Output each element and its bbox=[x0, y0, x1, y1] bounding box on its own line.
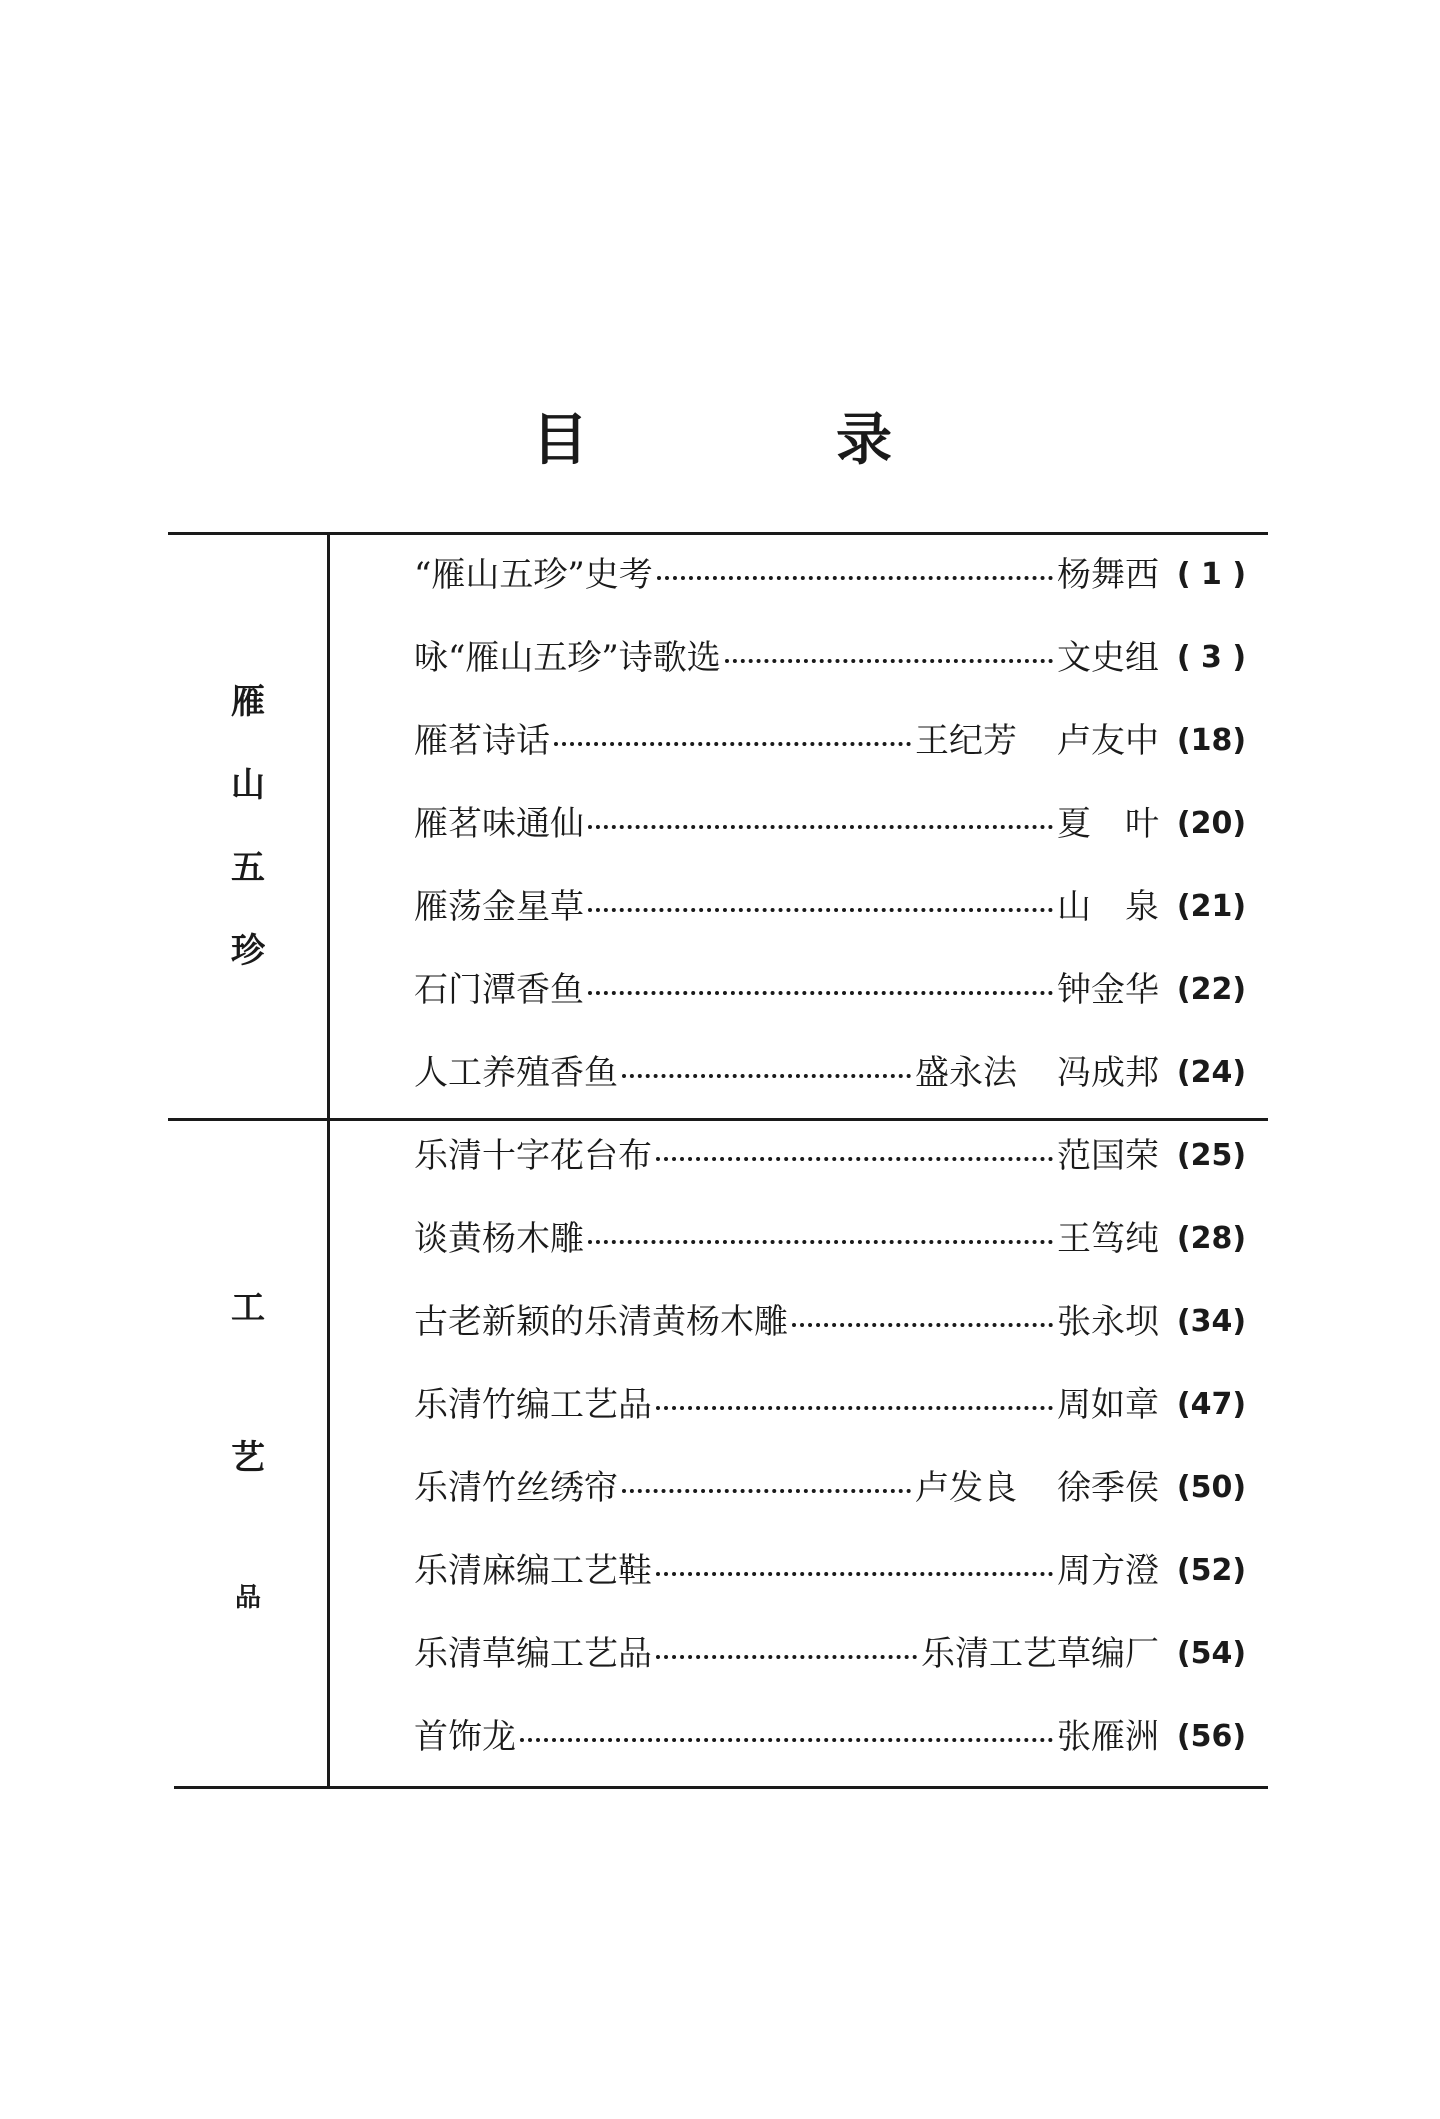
bottom-rule bbox=[174, 1786, 1268, 1789]
entry-page: ( 1 ) bbox=[1176, 557, 1247, 592]
leader-dots bbox=[622, 1074, 911, 1078]
entry-author: 盛永法 bbox=[915, 1053, 1017, 1093]
entry-author: 范国荣 bbox=[1057, 1136, 1159, 1176]
toc-entry[interactable] bbox=[414, 711, 1264, 771]
entry-title: 首饰龙 bbox=[414, 1717, 516, 1757]
column-divider bbox=[327, 535, 330, 1787]
entry-page: (21) bbox=[1176, 889, 1247, 924]
entry-title: “雁山五珍”史考 bbox=[414, 555, 653, 595]
leader-dots bbox=[656, 1157, 1053, 1161]
entry-page: (24) bbox=[1176, 1055, 1247, 1090]
entry-page: (47) bbox=[1176, 1387, 1247, 1422]
entry-page: (54) bbox=[1176, 1636, 1247, 1671]
entry-author: 杨舞西 bbox=[1057, 555, 1159, 595]
toc-entry[interactable] bbox=[414, 1126, 1264, 1186]
toc-entry[interactable] bbox=[414, 1292, 1264, 1352]
entry-title: 石门潭香鱼 bbox=[414, 970, 584, 1010]
leader-dots bbox=[657, 576, 1053, 580]
entry-title: 乐清草编工艺品 bbox=[414, 1634, 652, 1674]
toc-entry[interactable] bbox=[414, 1458, 1264, 1518]
entry-title: 乐清麻编工艺鞋 bbox=[414, 1551, 652, 1591]
entry-author: 王纪芳 bbox=[915, 721, 1017, 761]
section-label-char: 珍 bbox=[231, 931, 265, 971]
leader-dots bbox=[588, 825, 1053, 829]
entry-author: 文史组 bbox=[1057, 638, 1159, 678]
leader-dots bbox=[656, 1406, 1053, 1410]
toc-entry[interactable] bbox=[414, 628, 1264, 688]
entry-page: (22) bbox=[1176, 972, 1247, 1007]
leader-dots bbox=[792, 1323, 1053, 1327]
entry-author: 卢友中 bbox=[1057, 721, 1159, 761]
title-char: 目 bbox=[532, 407, 588, 473]
entry-page: (20) bbox=[1176, 806, 1247, 841]
entry-author: 卢发良 bbox=[915, 1468, 1017, 1508]
entry-page: ( 3 ) bbox=[1176, 640, 1247, 675]
section-label-char: 工 bbox=[231, 1288, 265, 1328]
entry-page: (34) bbox=[1176, 1304, 1247, 1339]
section-label-char: 雁 bbox=[231, 682, 265, 722]
leader-dots bbox=[588, 1240, 1053, 1244]
entry-page: (50) bbox=[1176, 1470, 1247, 1505]
entry-author: 张永坝 bbox=[1057, 1302, 1159, 1342]
entry-author: 王笃纯 bbox=[1057, 1219, 1159, 1259]
page-title bbox=[0, 405, 1440, 475]
entry-title: 雁茗诗话 bbox=[414, 721, 550, 761]
entry-author: 周方澄 bbox=[1057, 1551, 1159, 1591]
entry-page: (28) bbox=[1176, 1221, 1247, 1256]
entry-author: 夏 叶 bbox=[1057, 804, 1159, 844]
toc-entry[interactable] bbox=[414, 1375, 1264, 1435]
entry-author: 冯成邦 bbox=[1057, 1053, 1159, 1093]
leader-dots bbox=[520, 1738, 1053, 1742]
leader-dots bbox=[588, 991, 1053, 995]
toc-entry[interactable] bbox=[414, 960, 1264, 1020]
entry-author: 钟金华 bbox=[1057, 970, 1159, 1010]
toc-entry[interactable] bbox=[414, 545, 1264, 605]
top-rule bbox=[168, 532, 1268, 535]
entry-author: 山 泉 bbox=[1057, 887, 1159, 927]
entry-title: 古老新颖的乐清黄杨木雕 bbox=[414, 1302, 788, 1342]
toc-entry[interactable] bbox=[414, 794, 1264, 854]
toc-entry[interactable] bbox=[414, 1624, 1264, 1684]
entry-author: 周如章 bbox=[1057, 1385, 1159, 1425]
entry-title: 乐清十字花台布 bbox=[414, 1136, 652, 1176]
entry-title: 咏“雁山五珍”诗歌选 bbox=[414, 638, 721, 678]
entry-title: 雁茗味通仙 bbox=[414, 804, 584, 844]
section-label-char: 品 bbox=[234, 1583, 261, 1613]
toc-entry[interactable] bbox=[414, 1541, 1264, 1601]
title-char: 录 bbox=[836, 407, 892, 473]
entry-title: 谈黄杨木雕 bbox=[414, 1219, 584, 1259]
leader-dots bbox=[725, 659, 1053, 663]
toc-entry[interactable] bbox=[414, 1209, 1264, 1269]
leader-dots bbox=[622, 1489, 911, 1493]
section-label-char: 五 bbox=[231, 848, 265, 888]
leader-dots bbox=[656, 1655, 917, 1659]
entry-author: 徐季侯 bbox=[1057, 1468, 1159, 1508]
toc-entry[interactable] bbox=[414, 1707, 1264, 1767]
entry-page: (25) bbox=[1176, 1138, 1247, 1173]
entry-author: 乐清工艺草编厂 bbox=[921, 1634, 1159, 1674]
entry-title: 乐清竹丝绣帘 bbox=[414, 1468, 618, 1508]
entry-page: (18) bbox=[1176, 723, 1247, 758]
section-label-char: 艺 bbox=[231, 1438, 265, 1478]
leader-dots bbox=[588, 908, 1053, 912]
entry-title: 人工养殖香鱼 bbox=[414, 1053, 618, 1093]
section-divider bbox=[168, 1118, 1268, 1121]
section-label-char: 山 bbox=[231, 765, 265, 805]
leader-dots bbox=[554, 742, 911, 746]
toc-entry[interactable] bbox=[414, 1043, 1264, 1103]
toc-entry[interactable] bbox=[414, 877, 1264, 937]
entry-title: 雁荡金星草 bbox=[414, 887, 584, 927]
leader-dots bbox=[656, 1572, 1053, 1576]
entry-page: (52) bbox=[1176, 1553, 1247, 1588]
entry-title: 乐清竹编工艺品 bbox=[414, 1385, 652, 1425]
entry-author: 张雁洲 bbox=[1057, 1717, 1159, 1757]
entry-page: (56) bbox=[1176, 1719, 1247, 1754]
